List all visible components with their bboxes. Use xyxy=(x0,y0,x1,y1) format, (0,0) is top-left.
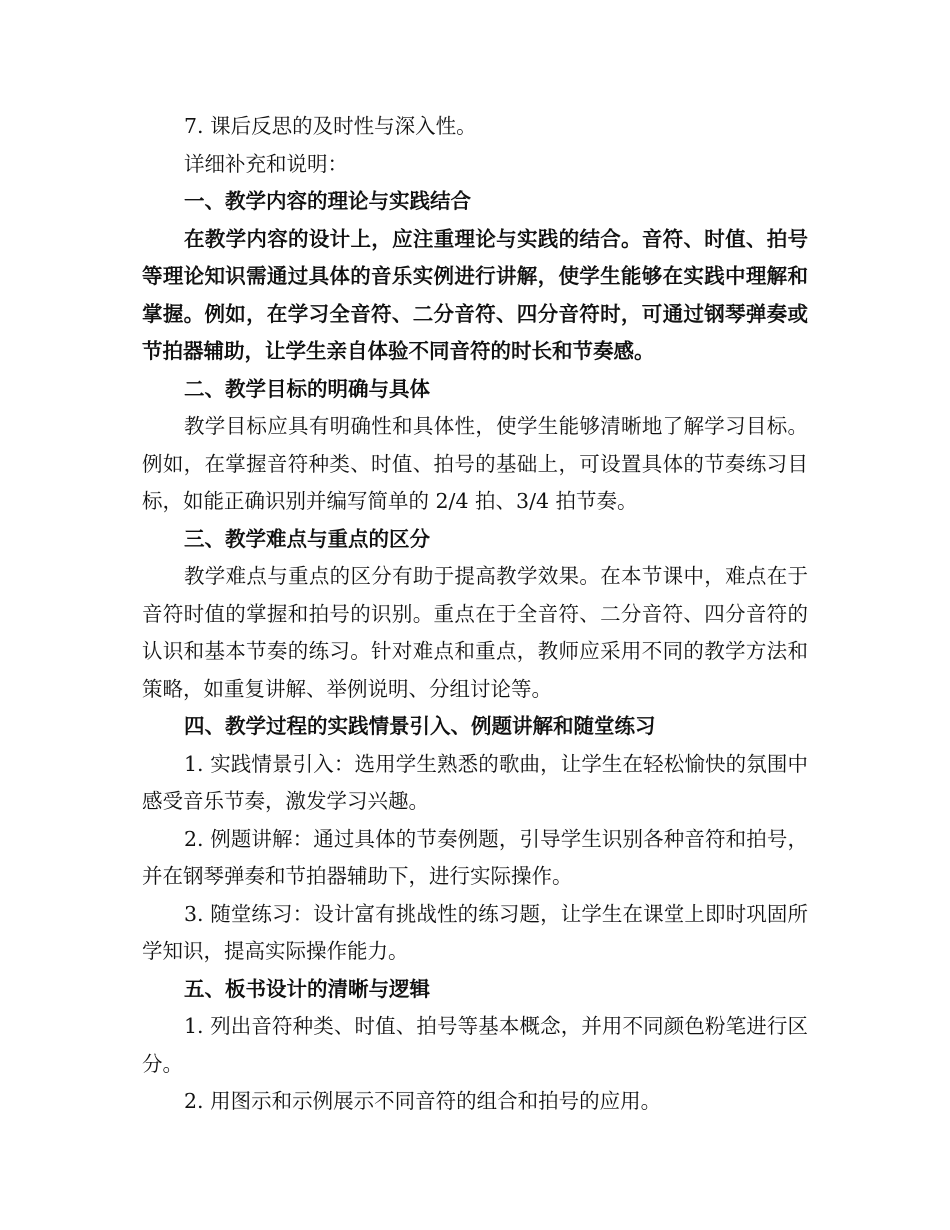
section-heading-5: 五、板书设计的清晰与逻辑 xyxy=(184,976,430,1001)
section-heading-2: 二、教学目标的明确与具体 xyxy=(184,376,430,401)
section-body-1: 在教学内容的设计上，应注重理论与实践的结合。音符、时值、拍号等理论知识需通过具体的音乐实例进行讲解，使学生能够在实践中理解和掌握。例如，在学习全音符、二分音符、四分音符时，可通过钢琴弹奏或节拍器辅助，让学生亲自体验不同音符的时长和节奏感。 xyxy=(142,226,808,363)
section-heading-4: 四、教学过程的实践情景引入、例题讲解和随堂练习 xyxy=(184,714,656,738)
section-body-2: 教学目标应具有明确性和具体性，使学生能够清晰地了解学习目标。例如，在掌握音符种类、时值、拍号的基础上，可设置具体的节奏练习目标，如能正确识别并编写简单的 2/4 拍、3/4 拍节奏。 xyxy=(142,414,808,513)
section-item-5-2: 2. 用图示和示例展示不同音符的组合和拍号的应用。 xyxy=(184,1089,662,1113)
section-body-3: 教学难点与重点的区分有助于提高教学效果。在本节课中，难点在于音符时值的掌握和拍号的识别。重点在于全音符、二分音符、四分音符的认识和基本节奏的练习。针对难点和重点，教师应采用不同的教学方法和策略，如重复讲解、举例说明、分组讨论等。 xyxy=(142,564,808,701)
document-body xyxy=(142,108,808,1121)
section-heading-3: 三、教学难点与重点的区分 xyxy=(184,526,430,551)
section-item-5-1: 1. 列出音符种类、时值、拍号等基本概念，并用不同颜色粉笔进行区分。 xyxy=(142,1014,808,1076)
section-heading-1: 一、教学内容的理论与实践结合 xyxy=(184,189,471,213)
section-item-4-3: 3. 随堂练习：设计富有挑战性的练习题，让学生在课堂上即时巩固所学知识，提高实际操作能力。 xyxy=(142,901,808,963)
list-item-reflection: 7. 课后反思的及时性与深入性。 xyxy=(184,114,477,138)
supplement-intro: 详细补充和说明： xyxy=(184,151,348,176)
section-item-4-2: 2. 例题讲解：通过具体的节奏例题，引导学生识别各种音符和拍号，并在钢琴弹奏和节拍器辅助下，进行实际操作。 xyxy=(142,826,808,888)
section-item-4-1: 1. 实践情景引入：选用学生熟悉的歌曲，让学生在轻松愉快的氛围中感受音乐节奏，激发学习兴趣。 xyxy=(142,751,808,813)
